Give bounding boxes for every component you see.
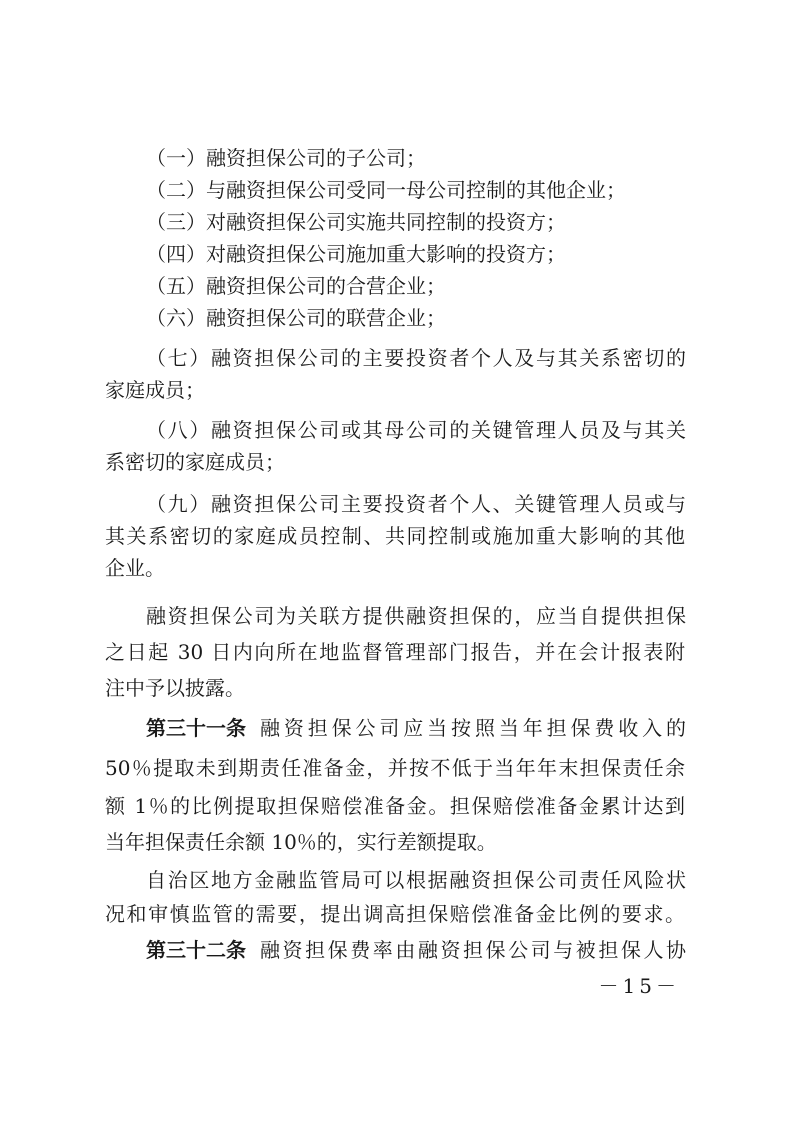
article-31-line-2: 50％提取未到期责任准备金，并按不低于当年年末担保责任余: [105, 756, 685, 780]
list-item-9-line-3: 企业。: [105, 556, 165, 580]
list-item-4: （四）对融资担保公司施加重大影响的投资方；: [146, 242, 566, 266]
list-item-9-line-2: 其关系密切的家庭成员控制、共同控制或施加重大影响的其他: [105, 524, 685, 548]
autonomous-paragraph-line-2: 况和审慎监管的需要，提出调高担保赔偿准备金比例的要求。: [105, 902, 685, 926]
report-paragraph-line-2: 之日起 30 日内向所在地监督管理部门报告，并在会计报表附: [105, 640, 685, 664]
list-item-5: （五）融资担保公司的合营企业；: [146, 274, 446, 298]
article-32-line-1: [146, 934, 686, 966]
list-item-8-line-1: （八）融资担保公司或其母公司的关键管理人员及与其关: [146, 418, 686, 442]
list-item-2: （二）与融资担保公司受同一母公司控制的其他企业；: [146, 178, 626, 202]
list-item-8-line-2: 系密切的家庭成员；: [105, 450, 285, 474]
page-number: －15－: [598, 974, 680, 998]
article-31-line-1: [146, 712, 686, 744]
report-paragraph-line-1: 融资担保公司为关联方提供融资担保的，应当自提供担保: [146, 604, 686, 628]
report-paragraph-line-3: 注中予以披露。: [105, 676, 245, 700]
list-item-7-line-1: （七）融资担保公司的主要投资者个人及与其关系密切的: [146, 346, 686, 370]
autonomous-paragraph-line-1: 自治区地方金融监管局可以根据融资担保公司责任风险状: [146, 868, 686, 892]
list-item-6: （六）融资担保公司的联营企业；: [146, 306, 446, 330]
article-32-line-1-text: 融资担保费率由融资担保公司与被担保人协: [260, 938, 686, 962]
list-item-9-line-1: （九）融资担保公司主要投资者个人、关键管理人员或与: [146, 492, 686, 516]
article-32-heading: 第三十二条: [146, 938, 246, 962]
article-31-line-1-text: 融资担保公司应当按照当年担保费收入的: [260, 716, 686, 740]
article-31-line-4: 当年担保责任余额 10％的，实行差额提取。: [105, 830, 497, 854]
article-31-heading: 第三十一条: [146, 716, 246, 740]
list-item-7-line-2: 家庭成员；: [105, 378, 205, 402]
list-item-1: （一）融资担保公司的子公司；: [146, 146, 426, 170]
article-31-line-3: 额 1％的比例提取担保赔偿准备金。担保赔偿准备金累计达到: [105, 794, 685, 818]
list-item-3: （三）对融资担保公司实施共同控制的投资方；: [146, 210, 566, 234]
